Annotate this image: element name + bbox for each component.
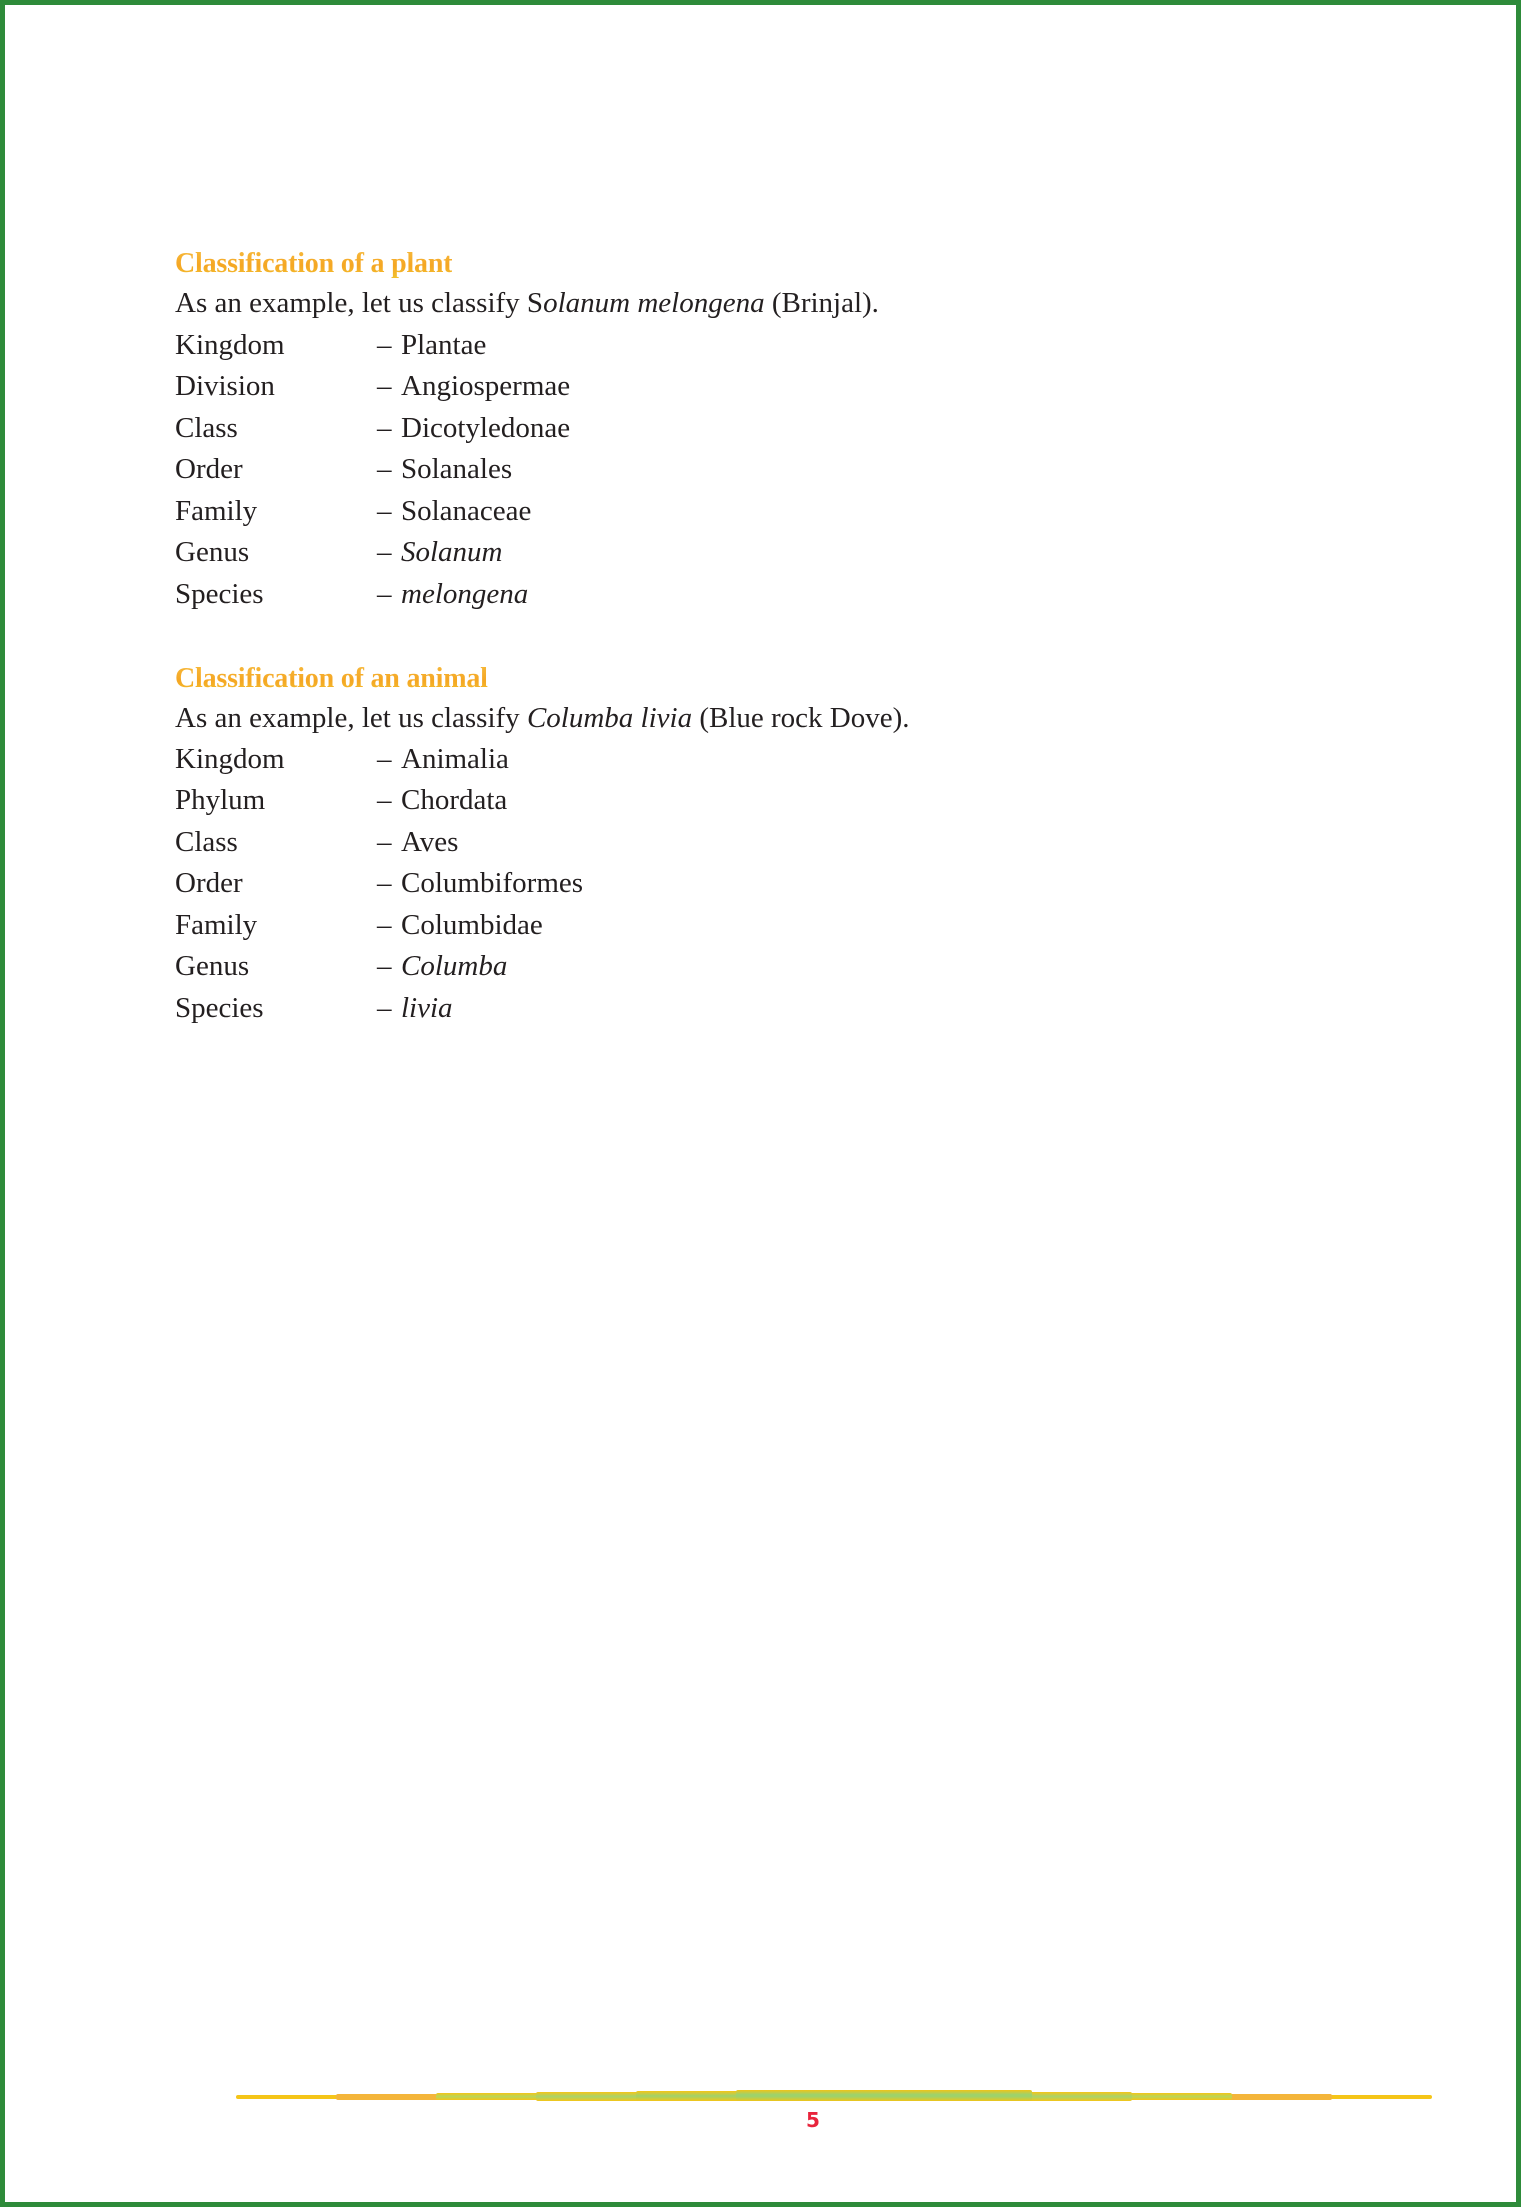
dash: – (377, 826, 392, 858)
dash: – (377, 784, 392, 816)
animal-scientific-name: Columba livia (526, 702, 693, 734)
rank-value: Chordata (401, 784, 508, 816)
plant-scientific-name: olanum melongena (543, 287, 765, 319)
rank-value: Solanum (401, 536, 503, 568)
rank-value: Dicotyledonae (401, 412, 571, 444)
animal-intro-suffix: (Blue rock Dove). (692, 702, 910, 734)
rank-value: Aves (401, 826, 459, 858)
animal-intro (175, 704, 910, 733)
rank-label: Kingdom (175, 329, 285, 361)
animal-heading: Classification of an animal (175, 663, 488, 694)
rank-value: Columbidae (401, 909, 543, 941)
rank-value: livia (401, 992, 453, 1024)
plant-intro-suffix: (Brinjal). (764, 287, 879, 319)
dash: – (377, 950, 392, 982)
rank-label: Family (175, 909, 258, 941)
rank-value: Columba (401, 950, 508, 982)
rank-value: Solanales (401, 453, 513, 485)
rank-label: Phylum (175, 784, 266, 816)
rank-label: Order (175, 867, 243, 899)
rank-label: Family (175, 495, 258, 527)
rank-label: Genus (175, 950, 250, 982)
dash: – (377, 329, 392, 361)
plant-intro (175, 289, 879, 318)
dash: – (377, 453, 392, 485)
rank-value: melongena (401, 578, 529, 610)
dash: – (377, 536, 392, 568)
rank-label: Kingdom (175, 743, 285, 775)
plant-intro-prefix: As an example, let us classify S (175, 287, 544, 319)
rank-label: Order (175, 453, 243, 485)
rank-label: Genus (175, 536, 250, 568)
dash: – (377, 495, 392, 527)
rank-value: Columbiformes (401, 867, 584, 899)
rank-value: Solanaceae (401, 495, 532, 527)
dash: – (377, 412, 392, 444)
rank-label: Division (175, 370, 275, 402)
dash: – (377, 743, 392, 775)
rank-label: Class (175, 826, 238, 858)
dash: – (377, 867, 392, 899)
rank-value: Plantae (401, 329, 487, 361)
rank-value: Animalia (401, 743, 509, 775)
rank-value: Angiospermae (401, 370, 571, 402)
rank-label: Species (175, 992, 264, 1024)
page-number: 5 (806, 2108, 820, 2132)
dash: – (377, 992, 392, 1024)
plant-heading: Classification of a plant (175, 248, 453, 279)
dash: – (377, 909, 392, 941)
animal-intro-prefix: As an example, let us classify (175, 702, 527, 734)
dash: – (377, 578, 392, 610)
rank-label: Species (175, 578, 264, 610)
rank-label: Class (175, 412, 238, 444)
dash: – (377, 370, 392, 402)
